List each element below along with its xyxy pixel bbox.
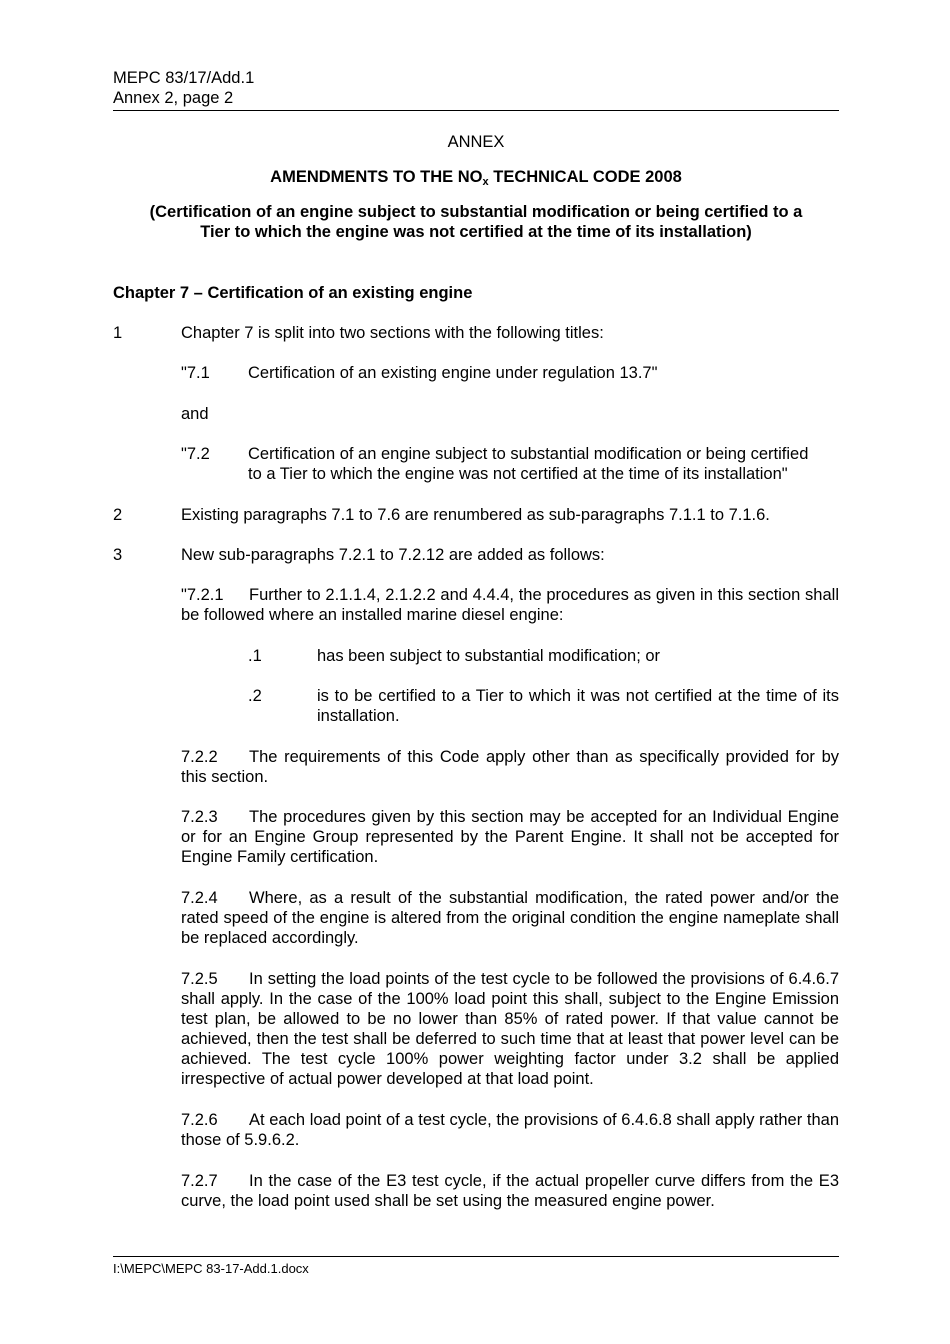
paragraph-7-2-5	[181, 969, 839, 1089]
paragraph-7-2-3	[181, 807, 839, 867]
paragraph-number: "7.2.1	[181, 586, 224, 604]
footer-file-path: I:\MEPC\MEPC 83-17-Add.1.docx	[113, 1261, 309, 1276]
section-number: "7.1	[181, 364, 210, 382]
document-title	[113, 167, 839, 187]
sub-paragraph-text: has been subject to substantial modification; or	[317, 647, 661, 665]
paragraph-7-2-7	[181, 1171, 839, 1211]
paragraph-text: Where, as a result of the substantial modification, the rated power and/or the rated speed of the engine is altered from the original condition the engine nameplate shall be replaced accordingly.	[181, 889, 839, 947]
paragraph-number: 7.2.6	[181, 1111, 218, 1129]
sub-paragraph-number: .2	[248, 687, 262, 705]
paragraph-7-2-4	[181, 888, 839, 948]
section-title-line-1: Certification of an engine subject to substantial modification or being certified	[248, 445, 809, 463]
subtitle	[113, 202, 839, 242]
footer-rule	[113, 1256, 839, 1257]
paragraph-7-2-2	[181, 747, 839, 787]
document-reference: MEPC 83/17/Add.1	[113, 69, 255, 87]
paragraph-text: In setting the load points of the test cycle to be followed the provisions of 6.4.6.7 shall apply. In the case of the 100% load point this shall, subject to the Engine Emission test plan, be allowed to be no lower than 85% of rated power. If that value cannot be achieved, then the test shall be deferred to such time that at least that power level can be achieved. The test cycle 100% power weighting factor under 3.2 shall be applied irrespective of actual power developed at that load point.	[181, 970, 839, 1088]
paragraph-number: 7.2.2	[181, 748, 218, 766]
subtitle-line-2: Tier to which the engine was not certified at the time of its installation)	[200, 223, 752, 241]
item-number: 1	[113, 324, 123, 342]
paragraph-number: 7.2.4	[181, 889, 218, 907]
sub-paragraph-text: is to be certified to a Tier to which it was not certified at the time of its installation.	[317, 687, 839, 725]
subtitle-line-1: (Certification of an engine subject to substantial modification or being certified to a	[149, 203, 803, 221]
section-number: "7.2	[181, 445, 210, 463]
section-title-text: Certification of an existing engine under regulation 13.7"	[248, 364, 658, 382]
page-header	[113, 68, 254, 108]
section-title-7-2	[181, 444, 839, 484]
paragraph-number: 7.2.7	[181, 1172, 218, 1190]
paragraph-text: Further to 2.1.1.4, 2.1.2.2 and 4.4.4, the procedures as given in this section shall be followed where an installed marine diesel engine:	[181, 586, 839, 624]
paragraph-text: At each load point of a test cycle, the provisions of 6.4.6.8 shall apply rather than those of 5.9.6.2.	[181, 1111, 839, 1149]
item-text: Chapter 7 is split into two sections with the following titles:	[181, 324, 604, 342]
paragraph-text: The requirements of this Code apply other than as specifically provided for by this section.	[181, 748, 839, 786]
sub-paragraph-number: .1	[248, 647, 262, 665]
item-text: New sub-paragraphs 7.2.1 to 7.2.12 are added as follows:	[181, 546, 605, 564]
page-reference: Annex 2, page 2	[113, 89, 234, 107]
paragraph-7-2-1	[181, 585, 839, 625]
header-rule	[113, 110, 839, 111]
paragraph-text: The procedures given by this section may be accepted for an Individual Engine or for an Engine Group represented by the Parent Engine. It shall not be accepted for Engine Family certification.	[181, 808, 839, 866]
paragraph-number: 7.2.3	[181, 808, 218, 826]
title-subscript: x	[482, 176, 489, 188]
section-title-line-2: to a Tier to which the engine was not certified at the time of its installation"	[248, 465, 788, 483]
item-number: 2	[113, 506, 123, 524]
title-prefix: AMENDMENTS TO THE NO	[270, 168, 483, 186]
paragraph-7-2-6	[181, 1110, 839, 1150]
item-text: Existing paragraphs 7.1 to 7.6 are renumbered as sub-paragraphs 7.1.1 to 7.1.6.	[181, 506, 770, 524]
and-text: and	[181, 405, 209, 423]
section-title-text	[248, 444, 839, 484]
paragraph-number: 7.2.5	[181, 970, 218, 988]
title-suffix: TECHNICAL CODE 2008	[488, 168, 682, 186]
annex-label: ANNEX	[447, 133, 505, 151]
paragraph-text: In the case of the E3 test cycle, if the actual propeller curve differs from the E3 curve, the load point used shall be set using the measured engine power.	[181, 1172, 839, 1210]
chapter-heading: Chapter 7 – Certification of an existing engine	[113, 284, 473, 302]
item-number: 3	[113, 546, 123, 564]
